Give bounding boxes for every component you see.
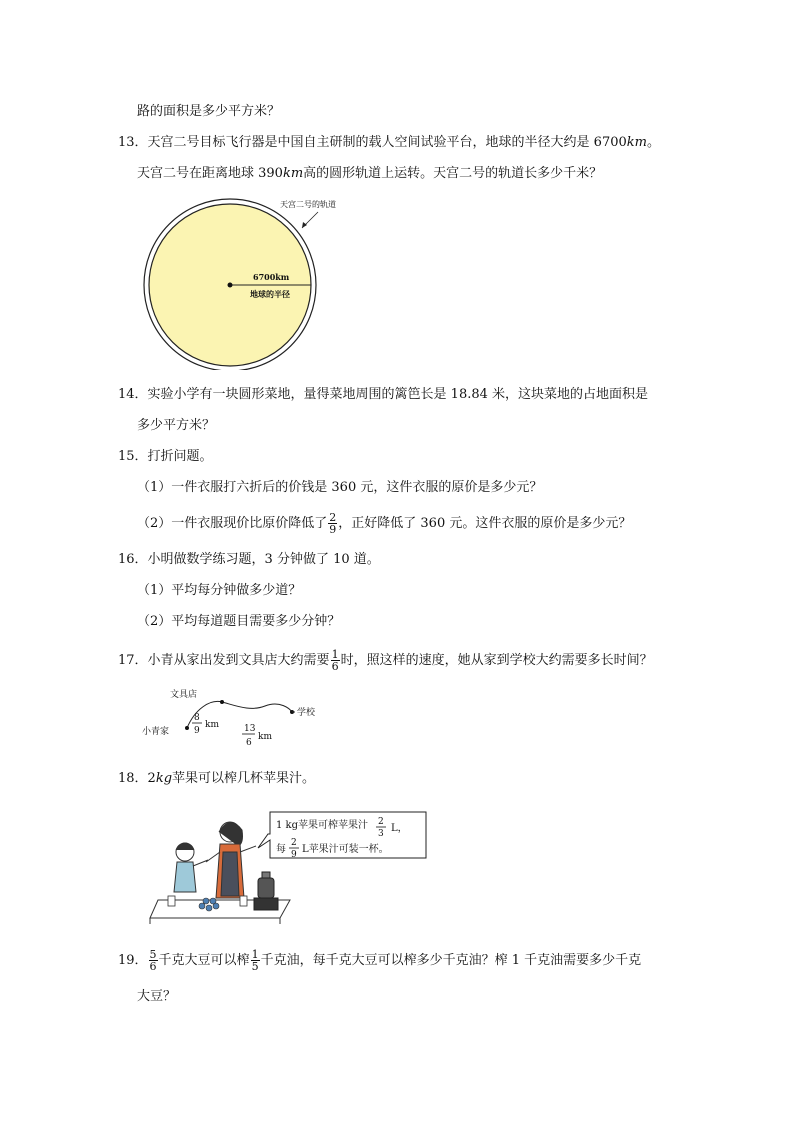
question-19-line2: 大豆？ <box>137 989 177 1004</box>
fraction: $\frac{1}{5}$ <box>251 948 259 973</box>
orbit-figure <box>140 190 340 370</box>
question-19-line1: 19． $\frac{5}{6}$ 千克大豆可以榨 $\frac{1}{5}$ 千克油，每千克大豆可以榨多少千克油？榨 1 千克油需要多少千克 <box>118 948 642 973</box>
bubble-frac2-denominator: 9 <box>291 850 297 860</box>
apple-icon <box>199 903 205 909</box>
distance1-denominator: 9 <box>194 726 200 736</box>
question-number: 17． <box>118 653 148 668</box>
route-home-to-store <box>187 701 292 728</box>
question-number: 16． <box>118 552 148 567</box>
bubble-line2-text: L苹果汁可装一杯。 <box>302 844 389 855</box>
bubble-frac1-numerator: 2 <box>378 817 384 827</box>
cup-icon <box>168 896 175 906</box>
question-13-line2: 天宫二号在距离地球 390km高的圆形轨道上运转。天宫二号的轨道长多少千米？ <box>137 166 603 181</box>
question-number: 15． <box>118 449 148 464</box>
distance2-unit: km <box>258 732 272 742</box>
radius-label: 地球的半径 <box>250 289 290 299</box>
bubble-frac1-denominator: 3 <box>378 829 384 839</box>
question-15-part2: （2）一件衣服现价比原价降低了 $\frac{2}{9}$ ，正好降低了 360 元。这件衣服的原价是多少元？ <box>137 511 632 536</box>
radius-value: 6700km <box>253 272 290 282</box>
question-16-part2: （2）平均每道题目需要多少分钟？ <box>137 614 341 629</box>
apple-icon <box>203 898 209 904</box>
question-number: 14． <box>118 387 148 402</box>
cup-icon <box>240 896 247 906</box>
store-label: 文具店 <box>170 690 198 700</box>
bubble-line1-unit: L， <box>391 823 408 834</box>
apple-icon <box>210 898 216 904</box>
q12-continuation: 路的面积是多少平方米？ <box>137 104 281 119</box>
center-point <box>228 283 233 288</box>
apron <box>221 852 239 896</box>
question-14-line1: 14．实验小学有一块圆形菜地，量得菜地周围的篱笆长是 18.84 米，这块菜地的占地面积是 <box>118 387 649 402</box>
arrow-head-icon <box>302 222 307 228</box>
school-label: 学校 <box>297 708 316 718</box>
bubble-line2-prefix: 每 <box>276 844 286 855</box>
apple-icon <box>206 905 212 911</box>
store-point <box>220 700 224 704</box>
bubble-line1-text: 1 kg苹果可榨苹果汁 <box>276 820 369 831</box>
distance1-numerator: 8 <box>194 713 200 723</box>
question-14-line2: 多少平方米？ <box>137 418 216 433</box>
question-18-line1: 18．2kg苹果可以榨几杯苹果汁。 <box>118 771 316 786</box>
juice-illustration <box>140 800 440 930</box>
bubble-frac2-numerator: 2 <box>291 838 297 848</box>
question-16-title: 16．小明做数学练习题，3 分钟做了 10 道。 <box>118 552 380 567</box>
home-label: 小青家 <box>142 727 170 737</box>
question-16-part1: （1）平均每分钟做多少道？ <box>137 583 302 598</box>
distance2-denominator: 6 <box>246 738 252 748</box>
question-number: 13． <box>118 135 148 150</box>
girl-body <box>174 862 196 892</box>
question-17-line1: 17．小青从家出发到文具店大约需要 $\frac{1}{6}$ 时，照这样的速度，她从家到学校大约需要多长时间？ <box>118 648 653 673</box>
fraction: $\frac{5}{6}$ <box>149 948 157 973</box>
question-15-part1: （1）一件衣服打六折后的价钱是 360 元，这件衣服的原价是多少元？ <box>137 480 543 495</box>
fraction: $\frac{2}{9}$ <box>329 511 337 536</box>
route-figure <box>140 684 350 756</box>
distance1-unit: km <box>205 720 219 730</box>
question-15-title: 15．打折问题。 <box>118 449 213 464</box>
question-number: 19． <box>118 953 148 968</box>
home-point <box>185 726 189 730</box>
distance2-numerator: 13 <box>244 724 256 734</box>
juicer-icon <box>258 878 274 898</box>
fraction: $\frac{1}{6}$ <box>331 648 339 673</box>
question-13-line1: 13．天宫二号目标飞行器是中国自主研制的载人空间试验平台，地球的半径大约是 6700km。 <box>118 135 660 150</box>
question-number: 18． <box>118 771 148 786</box>
orbit-label: 天宫二号的轨道 <box>280 200 336 209</box>
